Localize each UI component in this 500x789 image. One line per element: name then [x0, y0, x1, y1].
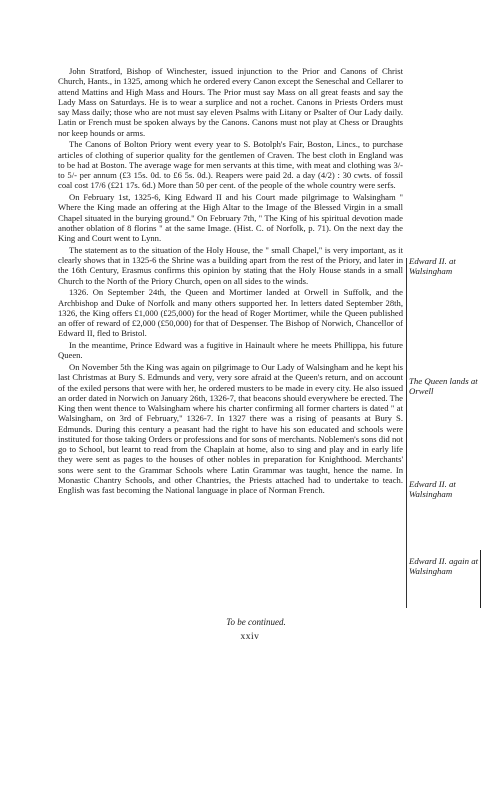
margin-rule [406, 258, 407, 608]
paragraph: On February 1st, 1325-6, King Edward II and his Court made pilgrimage to Walsingham " Where the King made an offering at the High Altar to the Image of the Blessed Virgin in a small Chapel situated in the burying ground." On February 7th, " The King of his spiritual devotion made another oblation of 8 florins " at the same Image. (Hist. C. of Norfolk, p. 71). On the next day the King and Court went to Lynn. [58, 192, 403, 243]
to-be-continued: To be continued. [226, 617, 286, 627]
body-text [58, 66, 403, 497]
scan-edge-mark [480, 550, 481, 608]
margin-note-edward-walsingham: Edward II. at Walsingham [409, 256, 456, 277]
paragraph: The statement as to the situation of the Holy House, the " small Chapel," is very important, as it clearly shows that in 1325-6 the Shrine was a building apart from the rest of the Priory, and later in the 16th Century, Erasmus confirms this opinion by stating that the Holy House stands in a small Church to the North of the Priory Church, open on all sides to the winds. [58, 244, 403, 286]
paragraph: On November 5th the King was again on pilgrimage to Our Lady of Walsingham and he kept his last Christmas at Bury S. Edmunds and very, very sore afraid at the Queen's return, and on account of the exiled persons that were with her, he ordered musters to be made in every city. He also issued an order dated in Norwich on January 26th, 1326-7, that beacons should everywhere be erected. The King then went thence to Walsingham where his charter confirming all former charters is dated " at Walsingham, on 3rd of February," 1326-7. In 1327 there was a rising of peasants at Bury S. Edmunds. During this century a peasant had the right to have his son educated and schools were instituted for those taking Orders or professions and for sons of merchants. Noblemen's sons did not go to School, but learnt to read from the Chaplain at home, also to sing and play and in early life they were sent as pages to the houses of other nobles in preparation for Knighthood. Merchants' sons were sent to the Grammar Schools where Latin Grammar was taught, hence the name. In Monastic Chantry Schools, and other Chantries, the Priests attached had to undertake to teach. English was fast becoming the National language in place of Norman French. [58, 362, 403, 495]
paragraph: In the meantime, Prince Edward was a fugitive in Hainault where he meets Phillippa, his future Queen. [58, 340, 403, 361]
paragraph: John Stratford, Bishop of Winchester, issued injunction to the Prior and Canons of Christ Church, Hants., in 1325, among which he ordered every Canon except the Seneschal and Cellarer to attend Mattins and High Mass and Hours. The Prior must say Mass on all great feasts and say the Lady Mass on Saturdays. He is to wear a surplice and not a rochet. Canons in Priests Orders must say Mass daily; those who are not must say eleven Psalms with Litany or Psalter of Our Lady daily. Latin or French must be spoken always by the Canons. Canons must not play at Chess or Draughts nor keep hounds or arms. [58, 66, 403, 138]
margin-note-edward-walsingham-2: Edward II. at Walsingham [409, 479, 456, 500]
page-number: xxiv [240, 632, 260, 642]
paragraph: 1326. On September 24th, the Queen and Mortimer landed at Orwell in Suffolk, and the Archbishop and Duke of Norfolk and many others supported her. In letters dated September 28th, 1326, the King offers £1,000 (£25,000) for the head of Roger Mortimer, while the Queen published an offer of reward of £2,000 (£50,000) for that of Despenser. The Bishop of Norwich, Chancellor of Edward II, fled to Bristol. [58, 287, 403, 339]
margin-note-queen-lands: The Queen lands at Orwell [409, 376, 478, 397]
paragraph: The Canons of Bolton Priory went every year to S. Botolph's Fair, Boston, Lincs., to purchase articles of clothing of superior quality for the gentlemen of Craven. The best cloth in England was to be had at Boston. The average wage for men servants at this time, with meat and clothing was 3/- to 5/- per annum (£3 15s. 0d. to £6 5s. 0d.). Reapers were paid 2d. a day (4/2) : 30 cwts. of fossil coal cost 17/6 (£21 17s. 6d.) More than 50 per cent. of the people of the whole country were serfs. [58, 139, 403, 191]
margin-note-edward-again: Edward II. again at Walsingham [409, 556, 479, 577]
